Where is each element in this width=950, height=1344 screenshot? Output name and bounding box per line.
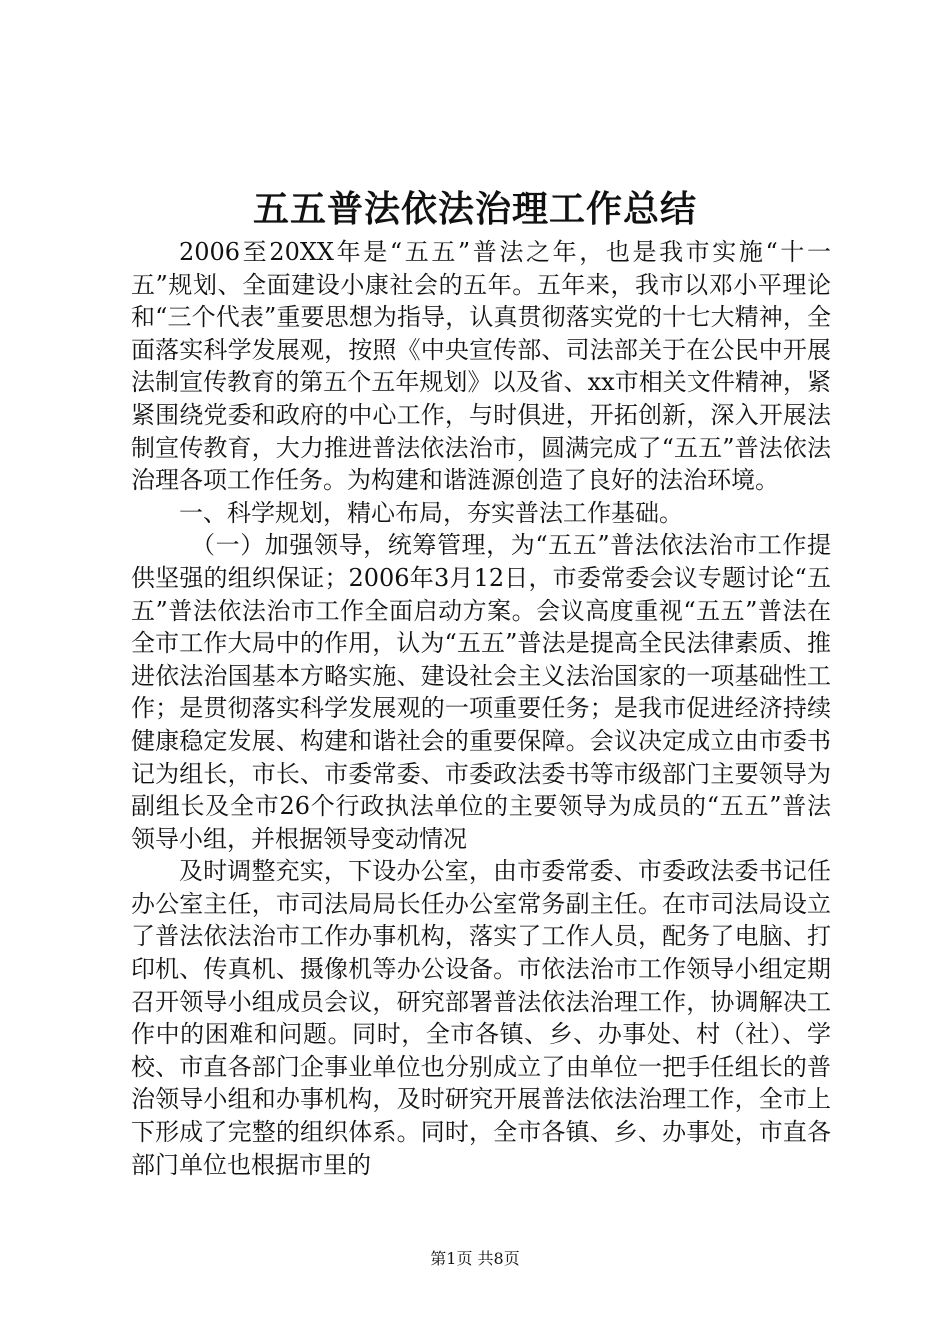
paragraph-section-heading: 一、科学规划，精心布局，夯实普法工作基础。	[179, 498, 683, 527]
page-number-footer: 第1页 共8页	[430, 1249, 520, 1268]
document-title: 五五普法依法治理工作总结	[252, 188, 697, 230]
paragraph-intro: 2006至20XX年是“五五”普法之年，也是我市实施“十一五”规划、全面建设小康社会的五年。五年来，我市以邓小平理论和“三个代表”重要思想为指导，认真贯彻落实党的十七大精神，全面落实科学发展观，按照《中央宣传部、司法部关于在公民中开展法制宣传教育的第五个五年规划》以及省、xx市相关文件精神，紧紧围绕党委和政府的中心工作，与时俱进，开拓创新，深入开展法制宣传教育，大力推进普法依法治市，圆满完成了“五五”普法依法治理各项工作任务。为构建和谐涟源创造了良好的法治环境。	[131, 238, 831, 495]
paragraph-continuation: 及时调整充实，下设办公室，由市委常委、市委政法委书记任办公室主任，市司法局局长任办公室常务副主任。在市司法局设立了普法依法治市工作办事机构，落实了工作人员，配务了电脑、打印机、传真机、摄像机等办公设备。市依法治市工作领导小组定期召开领导小组成员会议，研究部署普法依法治理工作，协调解决工作中的困难和问题。同时，全市各镇、乡、办事处、村（社）、学校、市直各部门企事业单位也分别成立了由单位一把手任组长的普治领导小组和办事机构，及时研究开展普法依法治理工作，全市上下形成了完整的组织体系。同时，全市各镇、乡、办事处，市直各部门单位也根据市里的	[131, 857, 831, 1179]
paragraph-subsection-1: （一）加强领导，统筹管理，为“五五”普法依法治市工作提供坚强的组织保证；2006年3月12日，市委常委会议专题讨论“五五”普法依法治市工作全面启动方案。会议高度重视“五五”普法在全市工作大局中的作用，认为“五五”普法是提高全民法律素质、推进依法治国基本方略实施、建设社会主义法治国家的一项基础性工作；是贯彻落实科学发展观的一项重要任务；是我市促进经济持续健康稳定发展、构建和谐社会的重要保障。会议决定成立由市委书记为组长，市长、市委常委、市委政法委书等市级部门主要领导为副组长及全市26个行政执法单位的主要领导为成员的“五五”普法领导小组，并根据领导变动情况	[131, 531, 831, 853]
document-body	[131, 236, 831, 1181]
